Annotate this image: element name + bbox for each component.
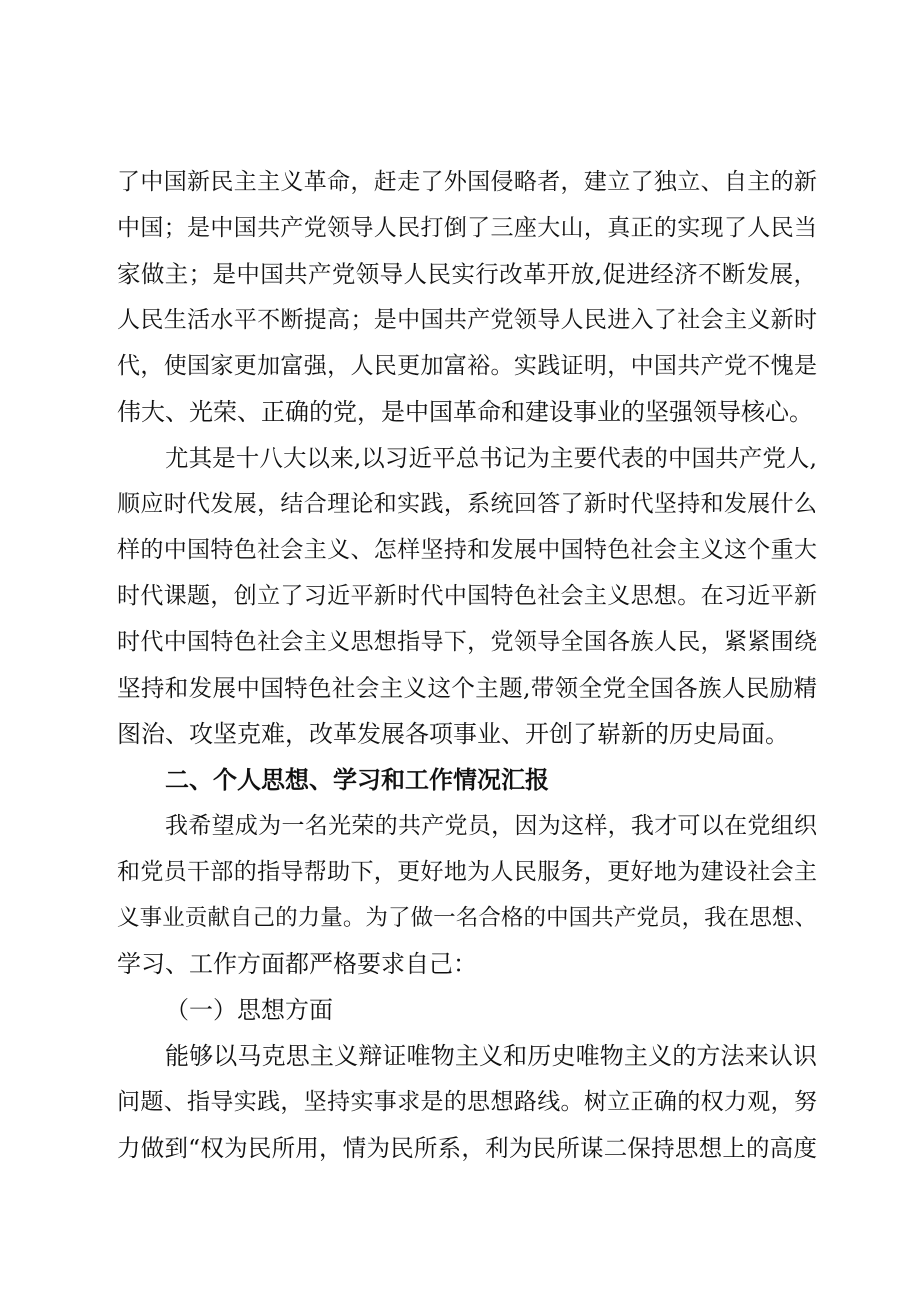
text-line: 了中国新民主主义革命，赶走了外国侵略者，建立了独立、自主的新 — [117, 169, 817, 195]
text-line: 家做主；是中国共产党领导人民实行改革开放,促进经济不断发展， — [117, 260, 817, 288]
text-line: 人民生活水平不断提高；是中国共产党领导人民进入了社会主义新时 — [117, 307, 817, 333]
text-line: 时代课题，创立了习近平新时代中国特色社会主义思想。在习近平新 — [117, 583, 817, 609]
text-line: 代，使国家更加富强，人民更加富裕。实践证明，中国共产党不愧是 — [117, 353, 817, 379]
text-line: 样的中国特色社会主义、怎样坚持和发展中国特色社会主义这个重大 — [117, 537, 817, 563]
paragraph-first-line: 尤其是十八大以来,以习近平总书记为主要代表的中国共产党人, — [165, 444, 817, 472]
text-line: 问题、指导实践，坚持实事求是的思想路线。树立正确的权力观，努 — [117, 1089, 817, 1115]
text-line: 和党员干部的指导帮助下，更好地为人民服务，更好地为建设社会主 — [117, 859, 817, 885]
text-line: 中国；是中国共产党领导人民打倒了三座大山，真正的实现了人民当 — [117, 215, 817, 241]
text-line: 坚持和发展中国特色社会主义这个主题,带领全党全国各族人民励精 — [117, 674, 817, 702]
text-line: 顺应时代发展，结合理论和实践，系统回答了新时代坚持和发展什么 — [117, 491, 817, 517]
text-line: 义事业贡献自己的力量。为了做一名合格的中国共产党员，我在思想、 — [117, 905, 817, 931]
paragraph-first-line: 我希望成为一名光荣的共产党员，因为这样，我才可以在党组织 — [165, 813, 817, 839]
text-line: 伟大、光荣、正确的党，是中国革命和建设事业的坚强领导核心。 — [117, 398, 813, 426]
text-line: 学习、工作方面都严格要求自己： — [117, 950, 477, 978]
text-line: 图治、攻坚克难，改革发展各项事业、开创了崭新的历史局面。 — [117, 720, 789, 748]
text-line: 时代中国特色社会主义思想指导下，党领导全国各族人民，紧紧围绕 — [117, 629, 817, 655]
paragraph-first-line: 能够以马克思主义辩证唯物主义和历史唯物主义的方法来认识 — [165, 1042, 817, 1070]
section-heading: 二、个人思想、学习和工作情况汇报 — [165, 765, 549, 794]
subsection-heading: （一）思想方面 — [165, 996, 333, 1024]
text-line: 力做到“权为民所用，情为民所系，利为民所谋二保持思想上的高度 — [117, 1134, 817, 1162]
